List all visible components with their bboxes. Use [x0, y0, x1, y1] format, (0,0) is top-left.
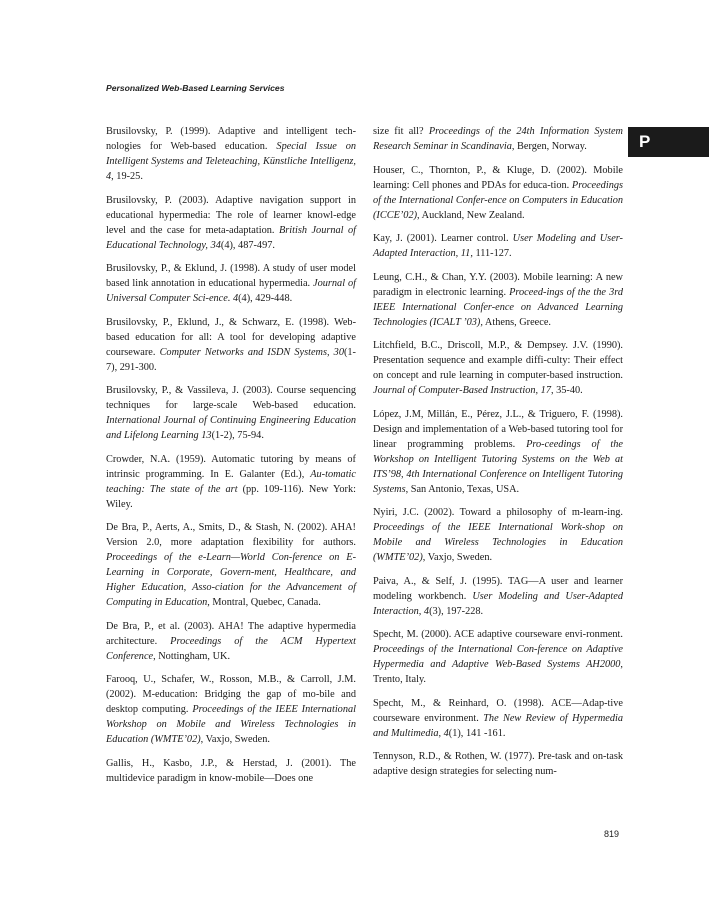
- reference-text: Brusilovsky, P., & Eklund, J. (1998). A study of user model based link annotation in educational hypermedia.: [106, 263, 356, 289]
- reference-text: (pp. 109-116). New York: Wiley.: [106, 483, 356, 510]
- reference-entry: [106, 193, 356, 253]
- reference-text: Tennyson, R.D., & Rothen, W. (1977). Pre-task and on-task adaptive design strategies for selecting num-: [373, 751, 623, 777]
- reference-text: Crowder, N.A. (1959). Automatic tutoring by means of intrinsic programming. In E. Galanter (Ed.),: [106, 453, 356, 480]
- reference-source: Pro-ceedings of the Workshop on Intelligent Tutoring Systems on the Web at ITS’98, 4th International Conference on Intelligent Tutoring Systems: [373, 438, 623, 495]
- reference-source: Journal of Computer-Based Instruction, 17: [373, 385, 551, 396]
- reference-source: Proceedings of the ACM Hypertext Conference: [106, 635, 356, 662]
- reference-entry: [373, 627, 623, 687]
- reference-text: Brusilovsky, P. (2003). Adaptive navigation support in educational hypermedia: The role of learner knowl-edge level and the case for meta-adaptation.: [106, 194, 356, 236]
- reference-entry: [106, 124, 356, 184]
- reference-source: User Modeling and User-Adapted Interaction, 11: [373, 233, 623, 259]
- reference-text: Brusilovsky, P., & Vassileva, J. (2003). Course sequencing techniques for large-scale Web-based education.: [106, 385, 356, 411]
- reference-text: , Bergen, Norway.: [511, 141, 587, 152]
- section-letter: P: [639, 132, 651, 151]
- reference-entry: [106, 520, 356, 610]
- reference-source: Proceedings of the International Con-ference on Adaptive Hypermedia and Adaptive Web-Based Systems AH2000: [373, 644, 623, 670]
- reference-text: Houser, C., Thornton, P., & Kluge, D. (2002). Mobile learning: Cell phones and PDAs for educa-tion.: [373, 164, 623, 191]
- reference-entry: [373, 124, 623, 154]
- reference-text: Brusilovsky, P., Eklund, J., & Schwarz, E. (1998). Web-based education for all: A tool for developing adaptive courseware.: [106, 316, 356, 358]
- reference-text: Paiva, A., & Self, J. (1995). TAG—A user and learner modeling workbench.: [373, 575, 623, 602]
- reference-text: Gallis, H., Kasbo, J.P., & Herstad, J. (2001). The multidevice paradigm in know-mobile—Does one: [106, 757, 356, 784]
- reference-source: Proceedings of the IEEE International Work-shop on Mobile and Wireless Technologies in Education (WMTE’02): [373, 522, 623, 563]
- reference-entry: [373, 163, 623, 223]
- reference-text: Specht, M. (2000). ACE adaptive courseware envi-ronment.: [373, 629, 623, 640]
- reference-entry: [106, 672, 356, 747]
- reference-text: Litchfield, B.C., Driscoll, M.P., & Dempsey. J.V. (1990). Presentation sequence and example diffi-culty: Their effect on concept and rule learning in computer-based instruction.: [373, 340, 623, 381]
- reference-text: Brusilovsky, P. (1999). Adaptive and intelligent tech-nologies for Web-based education.: [106, 126, 356, 152]
- reference-source: Proceedings of the IEEE International Workshop on Mobile and Wireless Technologies in Education (WMTE’02): [106, 704, 356, 745]
- references-left-column: [106, 124, 356, 794]
- reference-text: De Bra, P., et al. (2003). AHA! The adaptive hypermedia architecture.: [106, 620, 356, 647]
- reference-text: (3), 197-228.: [429, 605, 484, 617]
- reference-entry: [373, 505, 623, 565]
- reference-text: (1), 141 -161.: [448, 727, 506, 739]
- reference-entry: [106, 261, 356, 306]
- reference-text: , 19-25.: [111, 171, 143, 182]
- reference-entry: [373, 231, 623, 261]
- reference-source: Journal of Universal Computer Sci-ence. 4: [106, 278, 356, 304]
- reference-source: Computer Networks and ISDN Systems, 30: [159, 346, 344, 358]
- reference-text: , Vaxjo, Sweden.: [422, 552, 493, 563]
- reference-text: Athens, Greece.: [482, 316, 551, 328]
- references-right-column: [373, 124, 623, 788]
- reference-text: , Vaxjo, Sweden.: [200, 734, 270, 745]
- reference-entry: [106, 619, 356, 664]
- reference-entry: [106, 315, 356, 375]
- reference-text: , 35-40.: [550, 385, 583, 396]
- reference-source: Special Issue on Intelligent Systems and Teleteaching, Künstliche Intelligenz, 4: [106, 141, 356, 182]
- reference-entry: [106, 383, 356, 443]
- reference-text: , 111-127.: [470, 248, 512, 259]
- reference-text: , San Antonio, Texas, USA.: [405, 483, 520, 495]
- reference-text: , Nottingham, UK.: [153, 650, 231, 662]
- reference-text: (1-2), 75-94.: [211, 430, 264, 441]
- reference-entry: [373, 407, 623, 497]
- reference-text: Farooq, U., Schafer, W., Rosson, M.B., & Carroll, J.M. (2002). M-education: Bridging the gap of mo-bile and desktop computing.: [106, 674, 356, 715]
- reference-entry: [373, 749, 623, 779]
- reference-entry: [373, 270, 623, 330]
- reference-entry: [373, 574, 623, 619]
- reference-text: De Bra, P., Aerts, A., Smits, D., & Stash, N. (2002). AHA! Version 2.0, more adaptation flexibility for authors.: [106, 522, 356, 548]
- reference-entry: [373, 696, 623, 741]
- reference-text: size fit all?: [373, 126, 429, 137]
- reference-source: Proceedings of the 24th Information System Research Seminar in Scandinavia: [373, 126, 623, 152]
- reference-source: Au-tomatic teaching: The state of the art: [106, 468, 356, 495]
- reference-text: , Trento, Italy.: [373, 659, 623, 685]
- reference-text: Nyiri, J.C. (2002). Toward a philosophy of m-learn-ing.: [373, 507, 623, 518]
- reference-entry: [106, 452, 356, 512]
- reference-source: International Journal of Continuing Engineering Education and Lifelong Learning 13: [106, 415, 356, 441]
- reference-source: User Modeling and User-Adapted Interaction, 4: [373, 590, 623, 617]
- reference-text: Specht, M., & Reinhard, O. (1998). ACE—Adap-tive courseware environment.: [373, 697, 623, 724]
- reference-source: British Journal of Educational Technology, 34: [106, 224, 357, 251]
- reference-text: , Montral, Quebec, Canada.: [207, 597, 321, 608]
- reference-source: Proceed-ings of the the 3rd IEEE International Confer-ence on Advanced Learning Technologies (ICALT ’03),: [373, 286, 623, 328]
- reference-entry: [106, 756, 356, 786]
- reference-source: Proceedings of the International Confer-ence on Computers in Education (ICCE’02): [373, 179, 623, 221]
- running-title: Personalized Web-Based Learning Services: [106, 83, 285, 93]
- page-number: 819: [604, 829, 620, 839]
- reference-text: , Auckland, New Zealand.: [417, 209, 525, 221]
- reference-text: (4), 487-497.: [220, 239, 275, 251]
- reference-text: Kay, J. (2001). Learner control.: [373, 233, 513, 244]
- reference-text: López, J.M, Millán, E., Pérez, J.L., & Triguero, F. (1998). Design and implementation of a Web-based tutoring tool for linear programming problems.: [373, 408, 623, 450]
- reference-source: Proceedings of the e-Learn—World Con-ference on E-Learning in Corporate, Govern-ment, Healthcare, and Higher Education, Asso-ciation for the Advancement of Computing in Education: [106, 552, 356, 608]
- reference-text: Leung, C.H., & Chan, Y.Y. (2003). Mobile learning: A new paradigm in electronic learning.: [373, 271, 623, 298]
- reference-source: The New Review of Hypermedia and Multimedia, 4: [373, 712, 623, 739]
- reference-text: (4), 429-448.: [238, 293, 293, 304]
- reference-entry: [373, 338, 623, 398]
- reference-text: (1-7), 291-300.: [106, 346, 356, 373]
